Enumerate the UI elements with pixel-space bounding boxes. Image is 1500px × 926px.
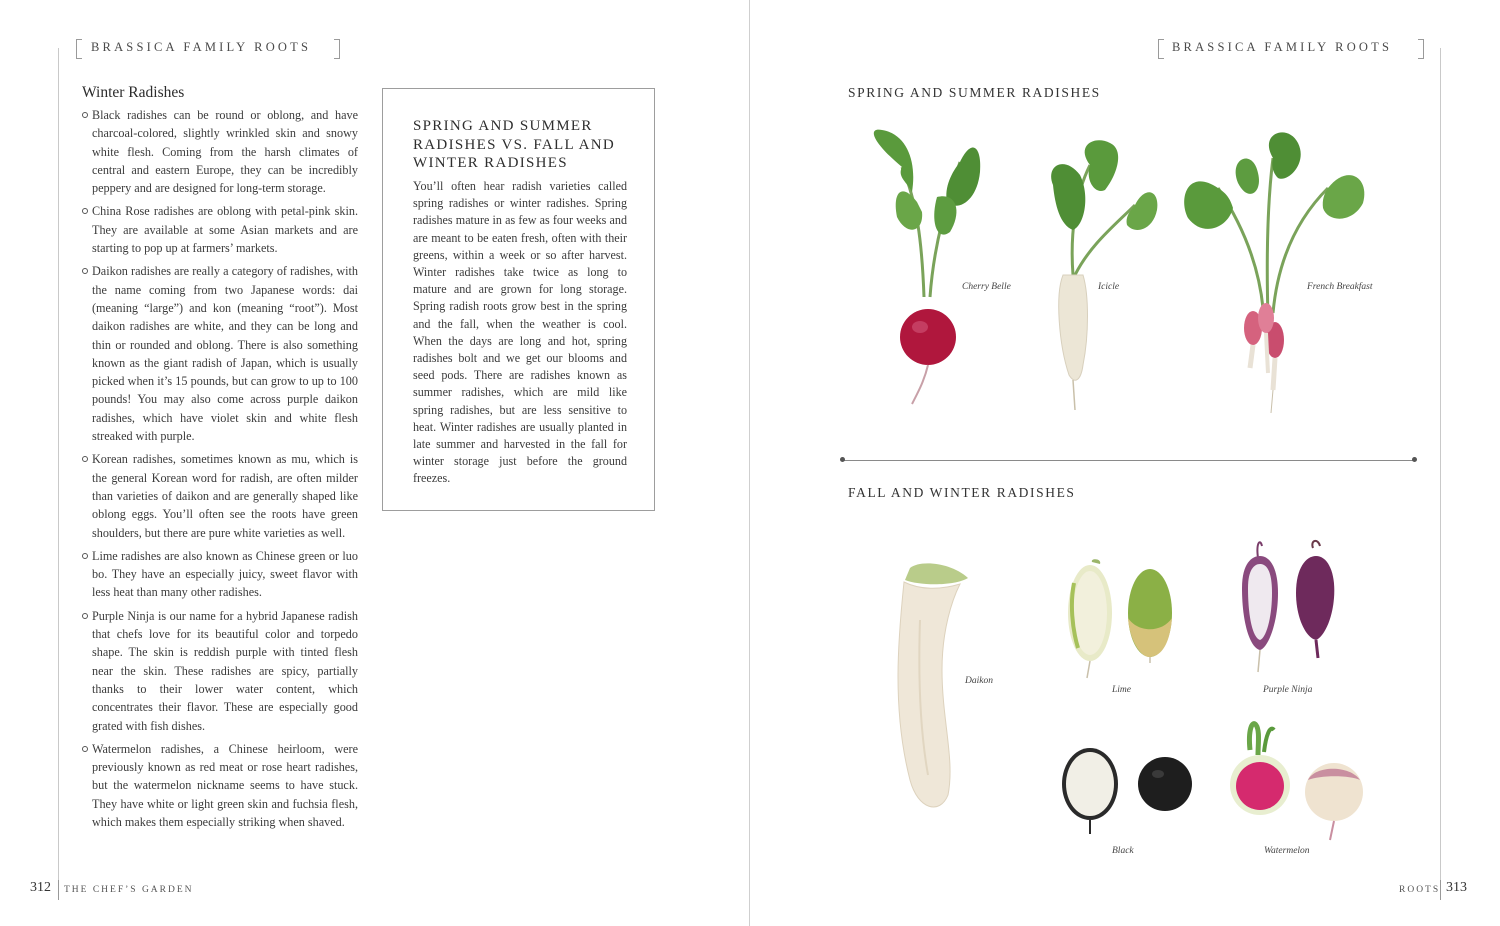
caption-lime: Lime xyxy=(1112,685,1131,695)
caption-daikon: Daikon xyxy=(965,676,993,686)
list-item xyxy=(82,202,358,257)
running-head-bracket-right xyxy=(1418,39,1424,59)
black-photo xyxy=(1060,742,1195,837)
spring-heading: SPRING AND SUMMER RADISHES xyxy=(848,85,1101,100)
lime-photo xyxy=(1062,558,1182,683)
bullet-icon xyxy=(82,613,88,619)
margin-rule-right xyxy=(1440,48,1441,900)
running-head-bracket-left xyxy=(1158,39,1164,59)
section-title: Winter Radishes xyxy=(82,84,185,101)
bullet-icon xyxy=(82,553,88,559)
section-divider xyxy=(842,460,1414,461)
purple-ninja-photo xyxy=(1238,538,1348,673)
caption-purple-ninja: Purple Ninja xyxy=(1263,685,1313,695)
divider-dot-right xyxy=(1412,457,1417,462)
running-head-right: BRASSICA FAMILY ROOTS xyxy=(1172,40,1393,54)
bullet-icon xyxy=(82,456,88,462)
cherry-belle-photo xyxy=(862,122,982,407)
sidebar-box xyxy=(382,88,655,511)
bullet-icon xyxy=(82,746,88,752)
bullet-list xyxy=(82,106,358,836)
list-item xyxy=(82,262,358,445)
icicle-photo xyxy=(1045,135,1165,415)
caption-watermelon: Watermelon xyxy=(1264,846,1310,856)
list-item xyxy=(82,607,358,735)
running-head-bracket-right xyxy=(334,39,340,59)
divider-dot-left xyxy=(840,457,845,462)
page-number-left: 312 xyxy=(30,880,51,895)
page-number-right: 313 xyxy=(1446,880,1467,895)
footer-book-title: THE CHEF’S GARDEN xyxy=(64,885,194,895)
bullet-text: Black radishes can be round or oblong, and have charcoal-colored, slightly wrinkled skin and snowy white flesh. Coming from the harsh climates of central and eastern Europe, they can be incredibly peppery and are designed for long-term storage. xyxy=(92,108,358,196)
bullet-text: Korean radishes, sometimes known as mu, which is the general Korean word for radish, are often milder than varieties of daikon and are generally shaped like oblong eggs. You’ll often see the roots have green shoulders, but there are pure white varieties as well. xyxy=(92,452,358,540)
sidebar-body: You’ll often hear radish varieties called spring radishes or winter radishes. Spring radishes mature in as few as four weeks and are meant to be eaten fresh, often with their greens, within a week or so after harvest. Winter radishes take twice as long to mature and are grown for long storage. Spring radish roots grow best in the spring and the fall, when the weather is cool. When the days are long and hot, spring radishes bolt and we get our blooms and seed pods. There are radishes known as summer radishes, which are mild like spring radishes, but are less sensitive to heat. Winter radishes are usually planted in late summer and harvested in the fall for winter storage just before the ground freezes. xyxy=(413,179,627,486)
list-item xyxy=(82,450,358,541)
bullet-icon xyxy=(82,268,88,274)
fall-heading: FALL AND WINTER RADISHES xyxy=(848,485,1076,500)
left-page xyxy=(0,0,749,926)
daikon-photo xyxy=(880,560,970,820)
running-head: BRASSICA FAMILY ROOTS xyxy=(91,40,312,54)
caption-cherry-belle: Cherry Belle xyxy=(962,282,1011,292)
footer-chapter: ROOTS xyxy=(1399,885,1441,895)
watermelon-photo xyxy=(1230,720,1365,845)
bullet-text: Lime radishes are also known as Chinese green or luo bo. They have an especially juicy, sweet flavor with less heat than many other radishes. xyxy=(92,548,358,600)
bullet-icon xyxy=(82,208,88,214)
sidebar-heading: SPRING AND SUMMER RADISHES VS. FALL AND WINTER RADISHES xyxy=(413,118,616,171)
caption-icicle: Icicle xyxy=(1098,282,1120,292)
bullet-icon xyxy=(82,112,88,118)
caption-french-breakfast: French Breakfast xyxy=(1307,282,1373,292)
margin-rule xyxy=(58,48,59,900)
bullet-text: China Rose radishes are oblong with petal-pink skin. They are available at some Asian markets and are starting to pop up at farmers’ markets. xyxy=(92,204,358,256)
french-breakfast-photo xyxy=(1178,128,1368,418)
list-item xyxy=(82,740,358,831)
list-item xyxy=(82,547,358,602)
running-head-bracket-left xyxy=(76,39,82,59)
bullet-text: Daikon radishes are really a category of radishes, with the name coming from two Japanese words: dai (meaning “large”) and kon (meaning “root”). Most daikon radishes are white, and they can be long and thin or rounded and oblong. There is also something known as the giant radish of Japan, which is usually picked when it’s 15 pounds, but can grow to up to 100 pounds! You may also come across purple daikon radishes, which have violet skin and white flesh streaked with purple. xyxy=(92,264,358,444)
footer-rule xyxy=(58,880,59,900)
gutter xyxy=(749,0,750,926)
bullet-text: Purple Ninja is our name for a hybrid Japanese radish that chefs love for its beautiful color and torpedo shape. The skin is reddish purple with tinted flesh near the skin. These radishes are spicy, partially thanks to their lower water content, which concentrates their flavor. These are especially good grated with fish dishes. xyxy=(92,608,358,733)
caption-black: Black xyxy=(1112,846,1134,856)
bullet-text: Watermelon radishes, a Chinese heirloom, were previously known as red meat or rose heart radishes, but the watermelon nickname seems to have stuck. They have white or light green skin and fuchsia flesh, which makes them especially striking when shaved. xyxy=(92,741,358,829)
list-item xyxy=(82,106,358,197)
